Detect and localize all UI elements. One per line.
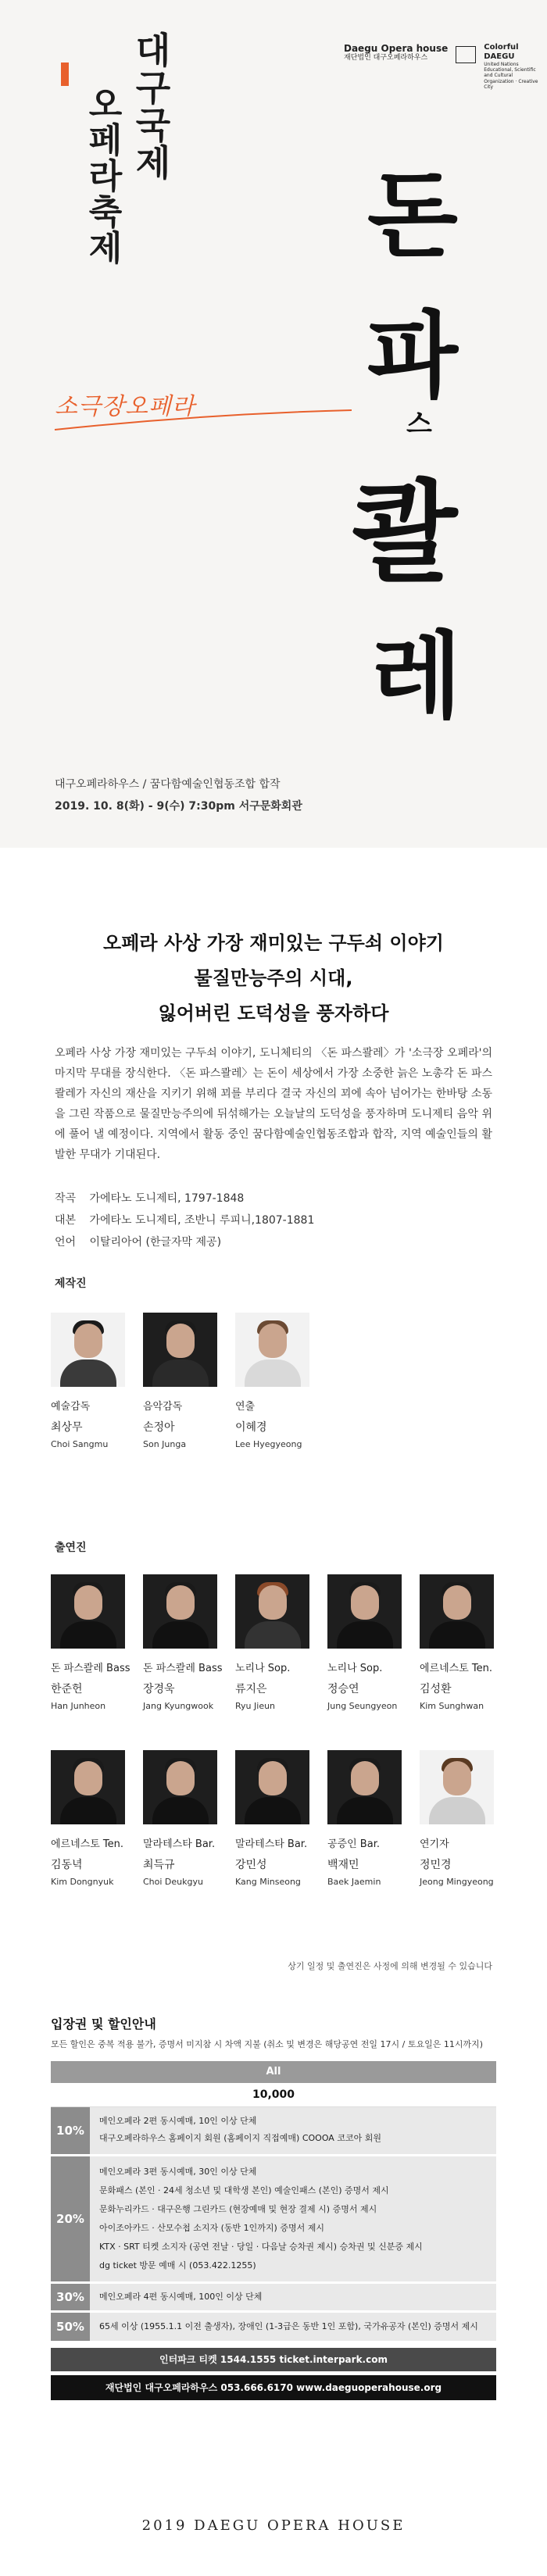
cast-role: 연기자 bbox=[420, 1838, 449, 1850]
portrait-photo bbox=[420, 1574, 494, 1649]
staff-name: 손정아 bbox=[143, 1421, 175, 1434]
discount-line: 메인오페라 2편 동시예매, 10인 이상 단체 bbox=[99, 2116, 257, 2126]
footer-title: 2019 DAEGU OPERA HOUSE bbox=[141, 2517, 406, 2534]
discount-line: 메인오페라 4편 동시예매, 100인 이상 단체 bbox=[99, 2292, 263, 2302]
portrait-photo bbox=[420, 1750, 494, 1824]
cast-name-en: Choi Deukgyu bbox=[143, 1877, 203, 1887]
discount-row-30 bbox=[51, 2284, 496, 2310]
discount-row-20 bbox=[51, 2156, 496, 2281]
discount-line: 문화패스 (본인 · 24세 청소년 및 대학생 본인) 예술인패스 (본인) 증명서 제시 bbox=[99, 2185, 389, 2195]
opera-house-logo-title: Daegu Opera house bbox=[344, 43, 449, 54]
staff-card bbox=[143, 1313, 221, 1449]
cast-card bbox=[327, 1750, 406, 1887]
cast-name: 한준헌 bbox=[51, 1683, 83, 1695]
discount-pct: 10% bbox=[51, 2107, 90, 2154]
cast-name-en: Kang Minseong bbox=[235, 1877, 301, 1887]
staff-name-en: Son Junga bbox=[143, 1439, 187, 1449]
opera-house-logo bbox=[344, 43, 448, 63]
portrait-photo bbox=[327, 1574, 402, 1649]
staff-role: 예술감독 bbox=[51, 1401, 91, 1413]
cast-name-en: Kim Dongnyuk bbox=[51, 1877, 114, 1887]
cast-name: 김동녁 bbox=[51, 1859, 83, 1871]
hero-info bbox=[55, 774, 302, 817]
discount-text bbox=[99, 2318, 478, 2335]
discount-pct: 20% bbox=[51, 2156, 90, 2281]
intro-headline bbox=[0, 926, 547, 1031]
cast-label: 출연진 bbox=[55, 1542, 87, 1554]
intro-body: 오페라 사상 가장 재미있는 구두쇠 이야기, 도니체티의 〈돈 파스콸레〉가 '소극장 오페라'의 마지막 무대를 장식한다. 〈돈 파스콸레〉는 돈이 세상에서 가장 소중한 늙은 노총각 돈 파스콸레가 자신의 재산을 지키기 위해 꾀를 부리다 결국 자신의 꾀에 속아 넘어가는 한바탕 소동을 그린 작품으로 물질만능주의에 뒤섞해가는 오늘날의 도덕성을 풍자하며 도니제티 음악 위에 풀어 낼 예정이다. 지역에서 활동 중인 꿈다함예술인협동조합과 합작, 지역 예술인들의 활발한 무대가 기대된다. bbox=[55, 1047, 492, 1161]
festival-logo bbox=[55, 31, 188, 313]
cast-card bbox=[51, 1750, 129, 1887]
cast-role: 에르네스토 Ten. bbox=[51, 1838, 124, 1850]
staff-card bbox=[51, 1313, 129, 1449]
credit-libretto bbox=[55, 1209, 314, 1231]
hero-info-line1: 대구오페라하우스 / 꿈다함예술인협동조합 합작 bbox=[55, 778, 281, 791]
credits bbox=[55, 1188, 314, 1253]
staff-label: 제작진 bbox=[55, 1277, 87, 1290]
festival-name-line1: 대구국제 bbox=[130, 31, 172, 181]
title-char-1: 돈 bbox=[367, 160, 458, 270]
cast-name: 장경욱 bbox=[143, 1683, 175, 1695]
title-char-2: 파 bbox=[367, 301, 458, 411]
portrait-photo bbox=[143, 1750, 217, 1824]
cast-name-en: Han Junheon bbox=[51, 1701, 106, 1711]
portrait-photo bbox=[235, 1574, 309, 1649]
staff-card bbox=[235, 1313, 313, 1449]
cast-name: 강민성 bbox=[235, 1859, 267, 1871]
staff-role: 음악감독 bbox=[143, 1401, 183, 1413]
portrait-photo bbox=[51, 1313, 125, 1387]
cast-role: 노리나 Sop. bbox=[235, 1663, 291, 1674]
headline-line2: 물질만능주의 시대, bbox=[194, 967, 353, 989]
portrait-photo bbox=[235, 1750, 309, 1824]
credit-composer bbox=[55, 1188, 314, 1209]
cast-name-en: Jung Seungyeon bbox=[327, 1701, 398, 1711]
unesco-temple-icon bbox=[456, 46, 476, 63]
cast-name: 류지은 bbox=[235, 1683, 267, 1695]
cast-role: 에르네스토 Ten. bbox=[420, 1663, 493, 1674]
credit-value: 이탈리아어 (한글자막 제공) bbox=[89, 1236, 222, 1249]
cast-name-en: Ryu Jieun bbox=[235, 1701, 276, 1711]
hero-info-line2: 2019. 10. 8(화) - 9(수) 7:30pm 서구문화회관 bbox=[55, 800, 302, 813]
cast-name: 백재민 bbox=[327, 1859, 359, 1871]
discount-text bbox=[99, 2288, 262, 2306]
ticket-price: 10,000 bbox=[51, 2083, 496, 2107]
cast-card bbox=[51, 1574, 129, 1711]
cast-name: 정민경 bbox=[420, 1859, 452, 1871]
interpark-ticket-bar[interactable]: 인터파크 티켓 1544.1555 ticket.interpark.com bbox=[51, 2348, 496, 2371]
brand-logos bbox=[344, 43, 539, 90]
cast-name: 최득규 bbox=[143, 1859, 175, 1871]
change-notice: 상기 일정 및 출연진은 사정에 의해 변경될 수 있습니다 bbox=[288, 1961, 492, 1971]
subtitle-brush: 소극장오페라 bbox=[55, 393, 195, 420]
festival-name-line2: 오페라축제 bbox=[82, 86, 122, 266]
cast-card bbox=[420, 1750, 498, 1887]
price-header-all: All bbox=[51, 2061, 496, 2083]
opera-house-logo-sub: 재단법인 대구오페라하우스 bbox=[344, 54, 428, 63]
cast-name-en: Baek Jaemin bbox=[327, 1877, 381, 1887]
cast-role: 돈 파스콸레 Bass bbox=[51, 1663, 130, 1674]
cast-role: 말라테스타 Bar. bbox=[235, 1838, 308, 1850]
discount-line: 문화누리카드 · 대구은행 그린카드 (현장예매 및 현장 결제 시) 증명서 제시 bbox=[99, 2204, 377, 2214]
credit-value: 가에타노 도니제티, 조반니 루피니,1807-1881 bbox=[89, 1214, 315, 1227]
portrait-photo bbox=[51, 1574, 125, 1649]
discount-text bbox=[99, 2113, 381, 2147]
discount-row-50 bbox=[51, 2313, 496, 2341]
discount-line: 대구오페라하우스 홈페이지 회원 (홈페이지 직접예매) COOOA 코코아 회원 bbox=[99, 2133, 381, 2143]
title-char-4: 콸 bbox=[352, 469, 458, 597]
creative-city-logo-sub: United Nations Educational, Scientific and Cultural Organization · Creative City bbox=[484, 62, 538, 90]
credit-language bbox=[55, 1231, 314, 1253]
cast-name: 정승연 bbox=[327, 1683, 359, 1695]
cast-role: 돈 파스콸레 Bass bbox=[143, 1663, 223, 1674]
credit-key: 언어 bbox=[55, 1236, 77, 1249]
staff-name: 이혜경 bbox=[235, 1421, 267, 1434]
discount-line: 65세 이상 (1955.1.1 이전 출생자), 장애인 (1-3급은 동반 1인 포함), 국가유공자 (본인) 증명서 제시 bbox=[99, 2321, 478, 2331]
headline-line3: 잃어버린 도덕성을 풍자하다 bbox=[158, 1002, 389, 1024]
cast-card bbox=[327, 1574, 406, 1711]
credit-key: 대본 bbox=[55, 1214, 77, 1227]
staff-role: 연출 bbox=[235, 1401, 256, 1413]
credit-value: 가에타노 도니제티, 1797-1848 bbox=[89, 1192, 245, 1205]
festival-logo-accent bbox=[61, 63, 69, 86]
title-char-5: 레 bbox=[371, 621, 462, 731]
cast-card bbox=[235, 1750, 313, 1887]
cast-card bbox=[143, 1750, 221, 1887]
portrait-photo bbox=[327, 1750, 402, 1824]
discount-line: 메인오페라 3편 동시예매, 30인 이상 단체 bbox=[99, 2167, 257, 2177]
hero-section bbox=[0, 0, 547, 848]
discount-line: 아이조아카드 · 산모수첩 소지자 (동반 1인까지) 증명서 제시 bbox=[99, 2223, 324, 2233]
portrait-photo bbox=[143, 1313, 217, 1387]
ticket-title: 입장권 및 할인안내 bbox=[51, 2017, 156, 2031]
cast-name: 김성환 bbox=[420, 1683, 452, 1695]
discount-pct: 50% bbox=[51, 2313, 90, 2341]
cast-card bbox=[143, 1574, 221, 1711]
cast-card bbox=[235, 1574, 313, 1711]
staff-name-en: Choi Sangmu bbox=[51, 1439, 109, 1449]
cast-name-en: Jang Kyungwook bbox=[143, 1701, 214, 1711]
discount-line: dg ticket 방문 예매 시 (053.422.1255) bbox=[99, 2260, 256, 2271]
staff-name: 최상무 bbox=[51, 1421, 83, 1434]
creative-city-logo bbox=[484, 43, 538, 90]
cast-role: 노리나 Sop. bbox=[327, 1663, 383, 1674]
portrait-photo bbox=[143, 1574, 217, 1649]
portrait-photo bbox=[235, 1313, 309, 1387]
cast-name-en: Kim Sunghwan bbox=[420, 1701, 484, 1711]
portrait-photo bbox=[51, 1750, 125, 1824]
discount-text bbox=[99, 2163, 423, 2275]
discount-pct: 30% bbox=[51, 2284, 90, 2310]
brush-stroke bbox=[47, 406, 359, 438]
creative-city-logo-title: Colorful DAEGU bbox=[484, 43, 519, 61]
ticket-note: 모든 할인은 중복 적용 불가, 증명서 미지참 시 차액 지불 (취소 및 변경은 해당공연 전일 17시 / 토요일은 11시까지) bbox=[51, 2039, 484, 2049]
cast-card bbox=[420, 1574, 498, 1711]
headline-line1: 오페라 사상 가장 재미있는 구두쇠 이야기 bbox=[103, 932, 444, 954]
discount-line: KTX · SRT 티켓 소지자 (공연 전날 · 당일 · 다음날 승차권 제시) 승차권 및 신분증 제시 bbox=[99, 2242, 423, 2252]
cast-role: 말라테스타 Bar. bbox=[143, 1838, 216, 1850]
cast-role: 공증인 Bar. bbox=[327, 1838, 380, 1850]
staff-name-en: Lee Hyegyeong bbox=[235, 1439, 302, 1449]
credit-key: 작곡 bbox=[55, 1192, 77, 1205]
title-char-3: 스 bbox=[406, 409, 432, 440]
foundation-contact-bar[interactable]: 재단법인 대구오페라하우스 053.666.6170 www.daeguoperahouse.org bbox=[51, 2375, 496, 2400]
cast-name-en: Jeong Mingyeong bbox=[420, 1877, 494, 1887]
discount-row-10 bbox=[51, 2107, 496, 2154]
